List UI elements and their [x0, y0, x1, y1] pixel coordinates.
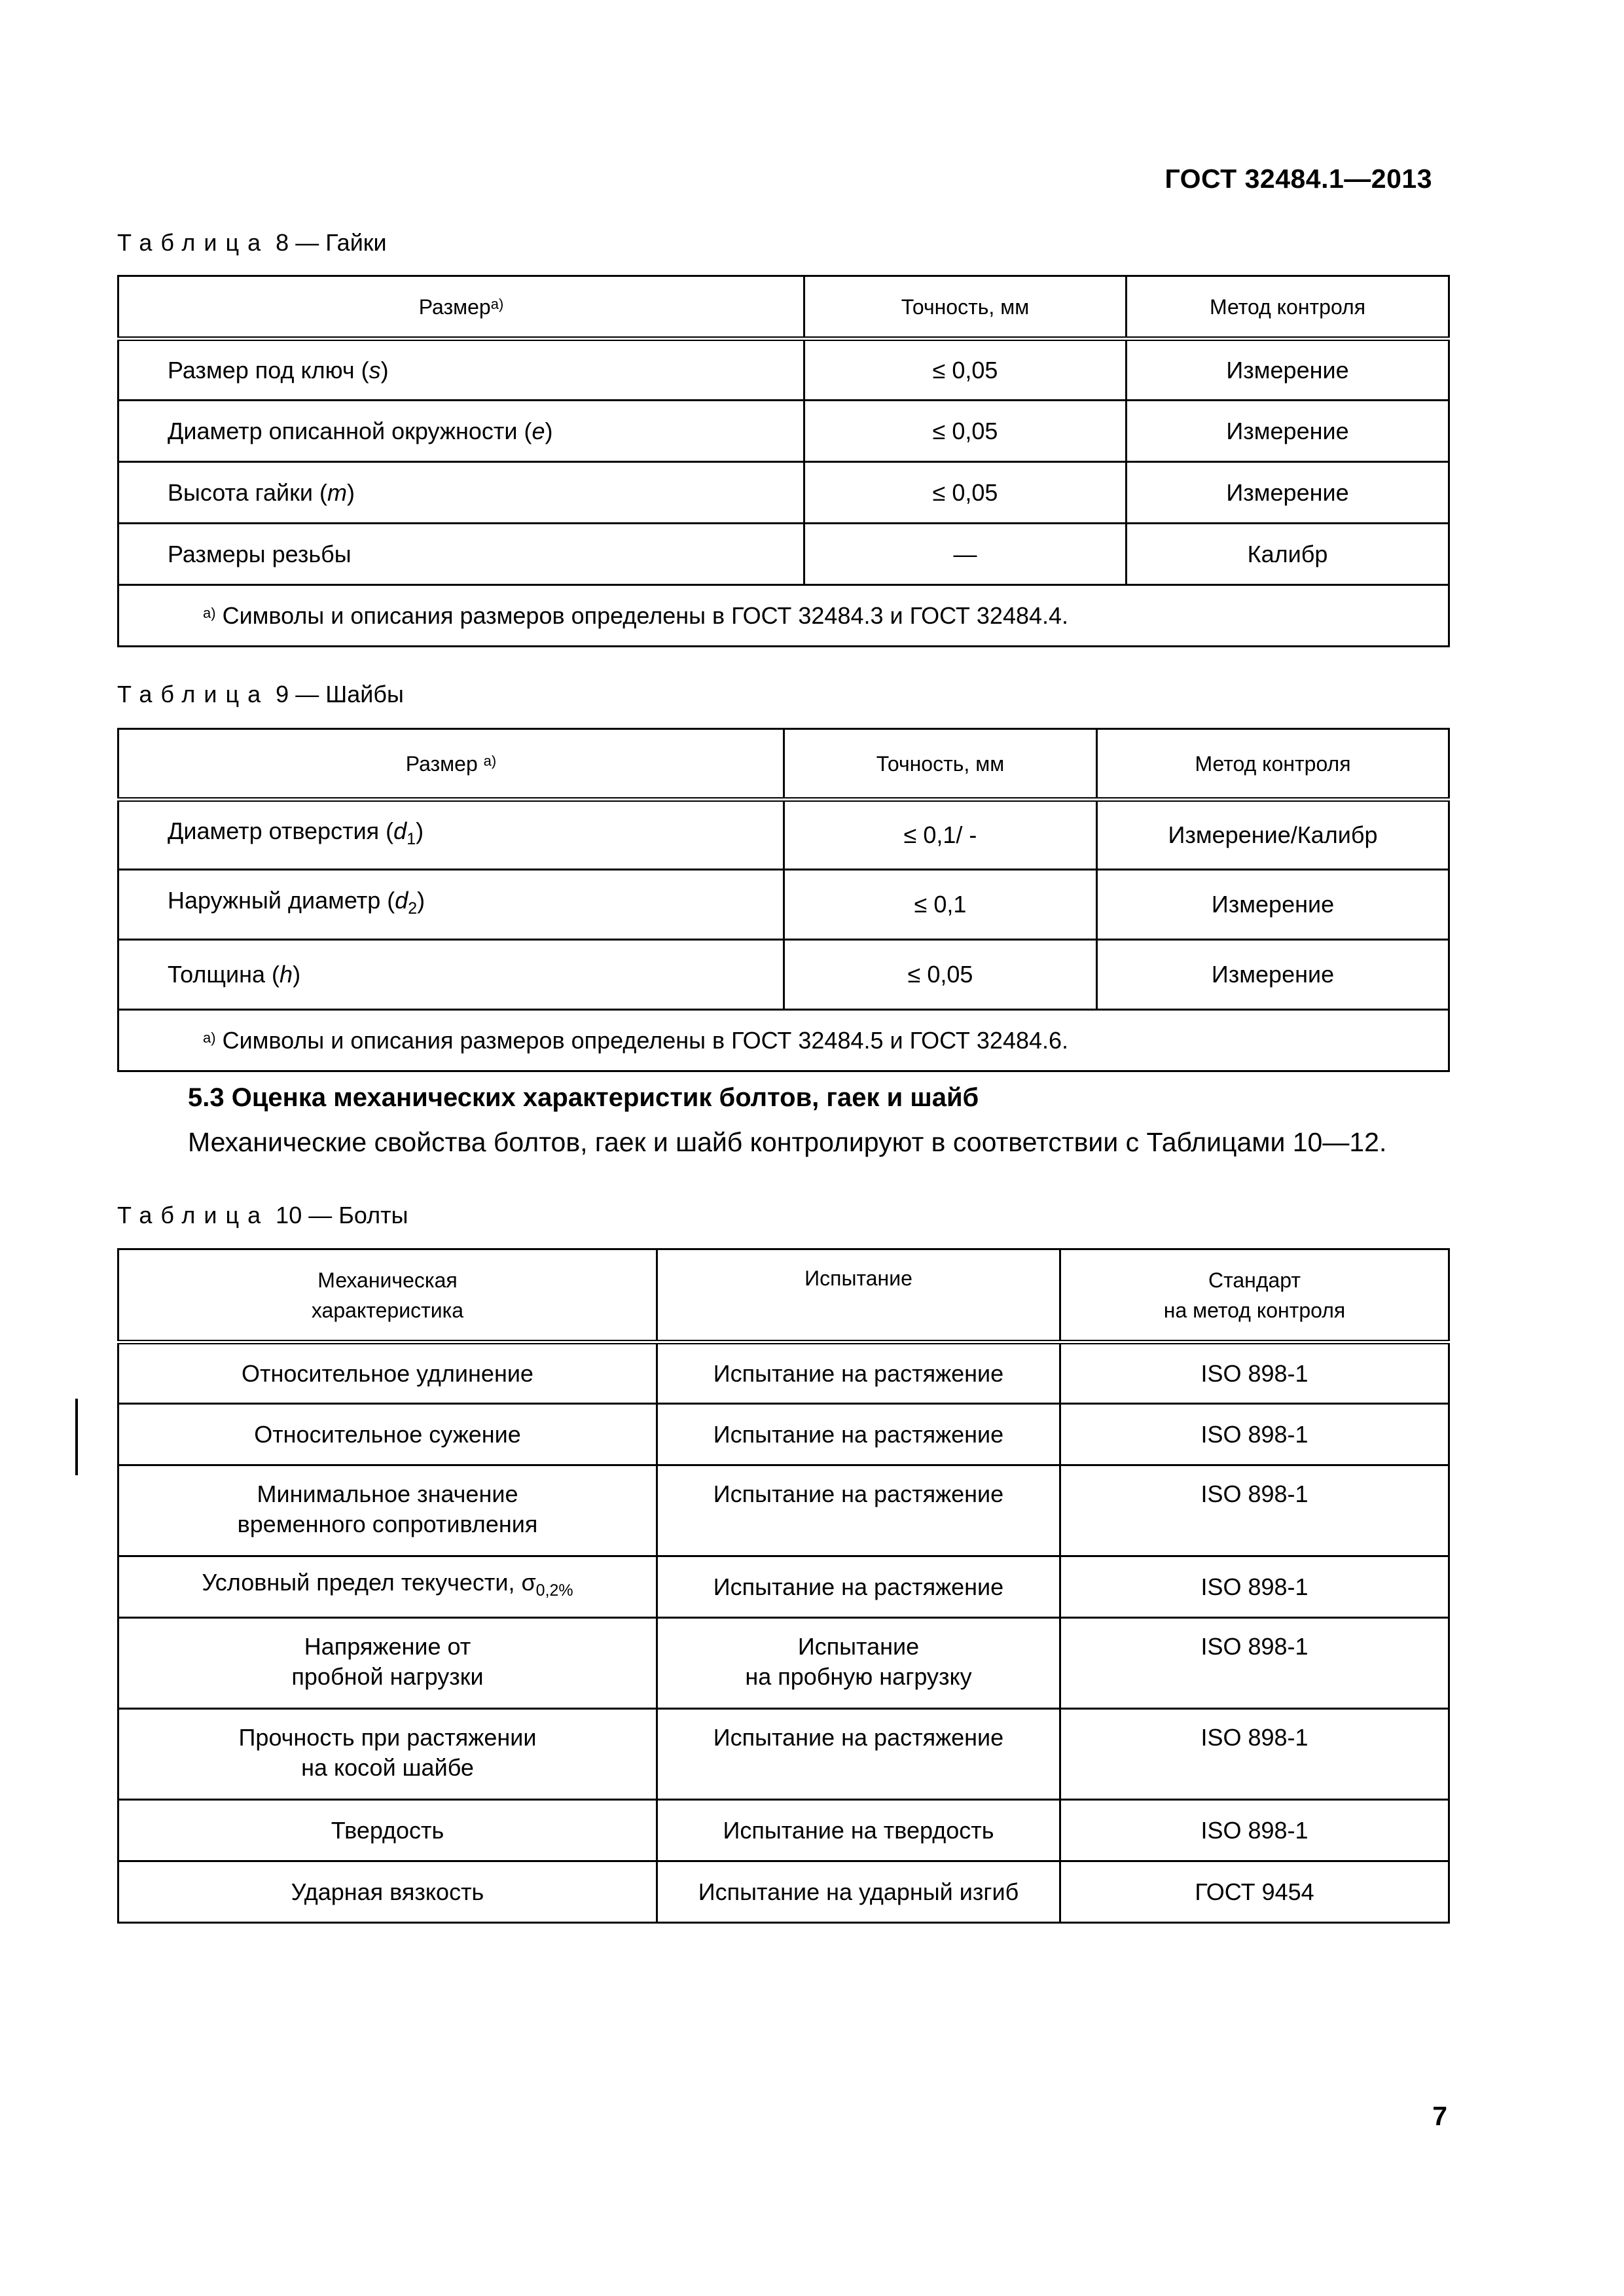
- table10-cell-test: Испытание на растяжение: [657, 1404, 1060, 1465]
- table9-cell-accuracy: ≤ 0,1/ -: [784, 800, 1097, 870]
- table8-cell-method: Измерение: [1127, 339, 1449, 401]
- table10-header-row: [118, 1249, 1449, 1342]
- table8-cell-accuracy: ≤ 0,05: [804, 401, 1127, 462]
- table9-header-accuracy: Точность, мм: [784, 729, 1097, 800]
- table-row: [118, 1618, 1449, 1709]
- table8-cell-size: Размер под ключ (s): [118, 339, 804, 401]
- table-row: [118, 940, 1449, 1010]
- table9-header-method: Метод контроля: [1097, 729, 1449, 800]
- table-row: [118, 1465, 1449, 1556]
- table10-header-characteristic: Механическая характеристика: [118, 1249, 657, 1342]
- table10-cell-characteristic: Напряжение от пробной нагрузки: [118, 1618, 657, 1709]
- table8-cell-accuracy: —: [804, 524, 1127, 585]
- table8-cell-size: Размеры резьбы: [118, 524, 804, 585]
- table9-header-size: Размер $^{а)}$: [118, 729, 784, 800]
- table10-cell-test: Испытание на растяжение: [657, 1556, 1060, 1618]
- table10-cell-standard: ISO 898-1: [1060, 1556, 1449, 1618]
- table8-header-accuracy: Точность, мм: [804, 276, 1127, 339]
- table10-cell-characteristic: Прочность при растяжении на косой шайбе: [118, 1709, 657, 1800]
- table10-cell-standard: ISO 898-1: [1060, 1342, 1449, 1404]
- table8-cell-accuracy: ≤ 0,05: [804, 339, 1127, 401]
- table-row: [118, 800, 1449, 870]
- table10-cell-test: Испытание на растяжение: [657, 1465, 1060, 1556]
- table9-cell-size: Наружный диаметр $(d_2)$: [118, 870, 784, 940]
- table10-cell-standard: ГОСТ 9454: [1060, 1861, 1449, 1923]
- table8-caption: [117, 229, 387, 257]
- table9-cell-accuracy: ≤ 0,05: [784, 940, 1097, 1010]
- table9-footnote: $^{а)}$ Символы и описания размеров определены в ГОСТ 32484.5 и ГОСТ 32484.6.: [118, 1010, 1449, 1071]
- table10-cell-characteristic: Условный предел текучести, $\sigma_{0,2\%}$: [118, 1556, 657, 1618]
- table9-cell-size: Толщина (h): [118, 940, 784, 1010]
- table-row: [118, 870, 1449, 940]
- table10-cell-characteristic: Ударная вязкость: [118, 1861, 657, 1923]
- table10-cell-test: Испытание на пробную нагрузку: [657, 1618, 1060, 1709]
- table10-cell-standard: ISO 898-1: [1060, 1618, 1449, 1709]
- section-heading: 5.3 Оценка механических характеристик болтов, гаек и шайб: [188, 1083, 979, 1112]
- table8-header-row: [118, 276, 1449, 339]
- table8-cell-size: Высота гайки (m): [118, 462, 804, 524]
- table10-cell-test: Испытание на растяжение: [657, 1342, 1060, 1404]
- table10-cell-standard: ISO 898-1: [1060, 1800, 1449, 1861]
- section-paragraph: Механические свойства болтов, гаек и шайб контролируют в соответствии с Таблицами 10—12.: [188, 1127, 1387, 1157]
- table10-cell-test: Испытание на твердость: [657, 1800, 1060, 1861]
- revision-mark: [75, 1399, 78, 1475]
- table10-cell-standard: ISO 898-1: [1060, 1465, 1449, 1556]
- table10-cell-standard: ISO 898-1: [1060, 1709, 1449, 1800]
- table-row: [118, 401, 1449, 462]
- table8-cell-method: Калибр: [1127, 524, 1449, 585]
- table10-caption-word: Таблица: [117, 1202, 270, 1229]
- table9-caption-word: Таблица: [117, 681, 270, 708]
- table9-cell-size: Диаметр отверстия $(d_1)$: [118, 800, 784, 870]
- table8-cell-size: Диаметр описанной окружности (e): [118, 401, 804, 462]
- table9-cell-method: Измерение/Калибр: [1097, 800, 1449, 870]
- table10-cell-characteristic: Твердость: [118, 1800, 657, 1861]
- table-row: [118, 1342, 1449, 1404]
- table10-cell-characteristic: Минимальное значение временного сопротивления: [118, 1465, 657, 1556]
- table10-caption: [117, 1202, 408, 1229]
- table9-caption-rest: 9 — Шайбы: [276, 681, 404, 708]
- table9-cell-method: Измерение: [1097, 870, 1449, 940]
- page-number: 7: [1432, 2101, 1447, 2131]
- table8-cell-method: Измерение: [1127, 401, 1449, 462]
- table-row: [118, 524, 1449, 585]
- table9: [117, 728, 1450, 1072]
- table9-cell-accuracy: ≤ 0,1: [784, 870, 1097, 940]
- table-row: [118, 1556, 1449, 1618]
- table-row: [118, 1709, 1449, 1800]
- table10-cell-characteristic: Относительное удлинение: [118, 1342, 657, 1404]
- table10: [117, 1248, 1450, 1924]
- table9-cell-method: Измерение: [1097, 940, 1449, 1010]
- table10-cell-standard: ISO 898-1: [1060, 1404, 1449, 1465]
- table10-header-standard: Стандарт на метод контроля: [1060, 1249, 1449, 1342]
- document-code: ГОСТ 32484.1—2013: [1164, 164, 1432, 194]
- table-row: [118, 1861, 1449, 1923]
- table10-cell-characteristic: Относительное сужение: [118, 1404, 657, 1465]
- table8-header-method: Метод контроля: [1127, 276, 1449, 339]
- table8: [117, 275, 1450, 647]
- table-row: [118, 462, 1449, 524]
- table8-cell-accuracy: ≤ 0,05: [804, 462, 1127, 524]
- table10-cell-test: Испытание на растяжение: [657, 1709, 1060, 1800]
- table9-caption: [117, 681, 404, 708]
- table10-header-test: Испытание: [657, 1249, 1060, 1342]
- table8-caption-rest: 8 — Гайки: [276, 229, 387, 256]
- table9-header-row: [118, 729, 1449, 800]
- table10-cell-test: Испытание на ударный изгиб: [657, 1861, 1060, 1923]
- table10-caption-rest: 10 — Болты: [276, 1202, 408, 1229]
- table-row: [118, 1404, 1449, 1465]
- table8-note-row: [118, 585, 1449, 647]
- table8-footnote: $^{а)}$ Символы и описания размеров определены в ГОСТ 32484.3 и ГОСТ 32484.4.: [118, 585, 1449, 647]
- table8-caption-word: Таблица: [117, 229, 270, 256]
- table-row: [118, 1800, 1449, 1861]
- table-row: [118, 339, 1449, 401]
- table9-note-row: [118, 1010, 1449, 1071]
- table8-cell-method: Измерение: [1127, 462, 1449, 524]
- table8-header-size: Размер$^{а)}$: [118, 276, 804, 339]
